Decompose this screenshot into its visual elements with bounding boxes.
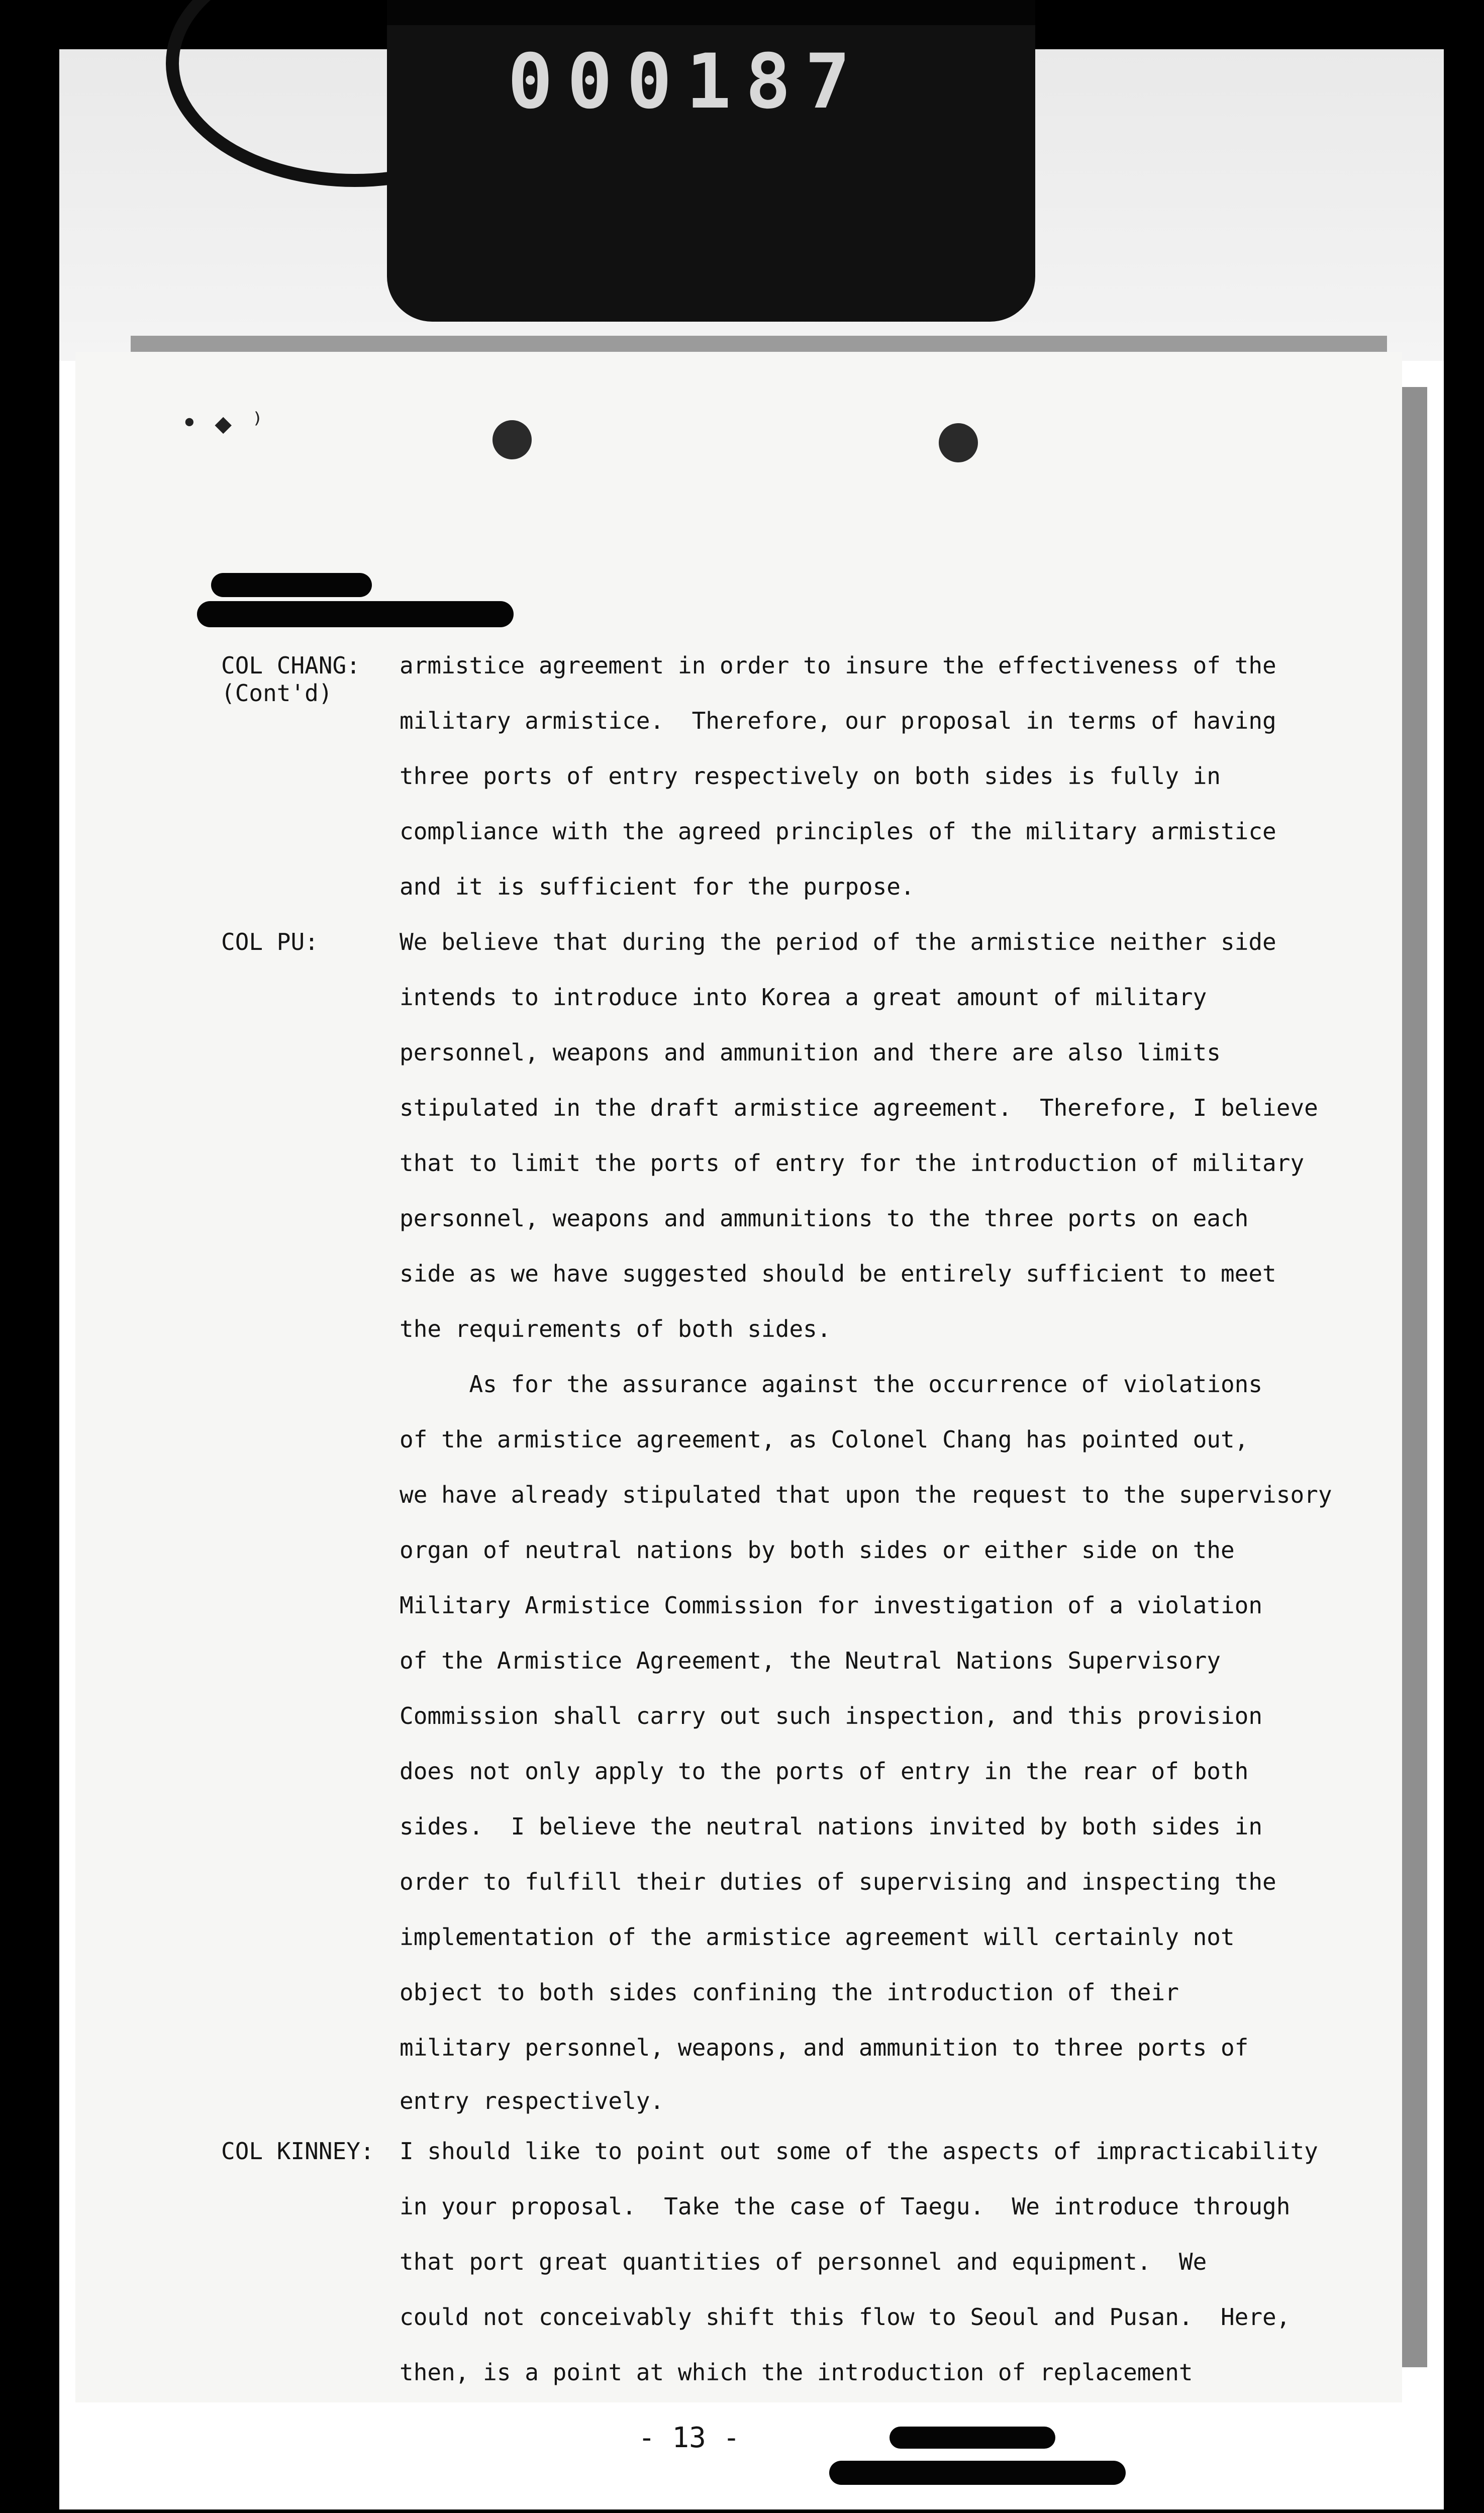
frame-counter-digits: 000187 (508, 38, 864, 126)
text-line: object to both sides confining the introduction of their (400, 1979, 1179, 2006)
page-number: - 13 - (638, 2422, 740, 2454)
text-line: personnel, weapons and ammunition and there are also limits (400, 1039, 1221, 1066)
text-line: I should like to point out some of the aspects of impracticability (400, 2138, 1318, 2165)
text-line: of the armistice agreement, as Colonel Chang has pointed out, (400, 1426, 1249, 1453)
text-line: stipulated in the draft armistice agreement. Therefore, I believe (400, 1094, 1318, 1121)
speaker-contd: (Cont'd) (221, 680, 333, 707)
text-line: entry respectively. (400, 2087, 664, 2114)
text-line: that port great quantities of personnel and equipment. We (400, 2248, 1207, 2275)
text-line: intends to introduce into Korea a great amount of military (400, 984, 1207, 1011)
text-line: We believe that during the period of the armistice neither side (400, 928, 1276, 955)
text-line: the requirements of both sides. (400, 1315, 831, 1342)
text-line: does not only apply to the ports of entry in the rear of both (400, 1758, 1249, 1785)
text-line: military armistice. Therefore, our proposal in terms of having (400, 707, 1276, 734)
text-line: military personnel, weapons, and ammunition to three ports of (400, 2034, 1249, 2061)
text-line: armistice agreement in order to insure the effectiveness of the (400, 652, 1276, 679)
paper-top-edge (131, 336, 1387, 354)
text-line: organ of neutral nations by both sides or either side on the (400, 1536, 1235, 1564)
punch-hole-left (492, 420, 532, 459)
speaker-col-pu: COL PU: (221, 928, 319, 955)
speaker-col-kinney: COL KINNEY: (221, 2138, 374, 2165)
text-line: Military Armistice Commission for investigation of a violation (400, 1592, 1263, 1619)
redaction-bar-bottom-2 (829, 2461, 1126, 2485)
corner-marks: • ◆ ⁾ (181, 407, 266, 440)
text-line: personnel, weapons and ammunitions to the three ports on each (400, 1205, 1249, 1232)
text-line: in your proposal. Take the case of Taegu. We introduce through (400, 2193, 1291, 2220)
text-line: As for the assurance against the occurrence of violations (400, 1371, 1263, 1398)
redaction-bar-top-2 (197, 601, 514, 627)
redaction-bar-top-1 (211, 573, 372, 597)
punch-hole-right (939, 423, 978, 462)
text-line: we have already stipulated that upon the request to the supervisory (400, 1481, 1332, 1508)
redaction-bar-bottom-1 (889, 2427, 1055, 2449)
text-line: could not conceivably shift this flow to Seoul and Pusan. Here, (400, 2303, 1291, 2331)
text-line: sides. I believe the neutral nations invited by both sides in (400, 1813, 1263, 1840)
speaker-col-chang: COL CHANG: (221, 652, 360, 679)
text-line: implementation of the armistice agreement will certainly not (400, 1923, 1235, 1951)
text-line: that to limit the ports of entry for the introduction of military (400, 1149, 1305, 1177)
text-line: order to fulfill their duties of supervising and inspecting the (400, 1868, 1276, 1895)
text-line: compliance with the agreed principles of the military armistice (400, 818, 1276, 845)
text-line: three ports of entry respectively on both sides is fully in (400, 762, 1221, 790)
text-line: then, is a point at which the introduction of replacement (400, 2359, 1193, 2386)
text-line: of the Armistice Agreement, the Neutral Nations Supervisory (400, 1647, 1221, 1674)
text-line: and it is sufficient for the purpose. (400, 873, 915, 900)
text-line: side as we have suggested should be entirely sufficient to meet (400, 1260, 1276, 1287)
text-line: Commission shall carry out such inspection, and this provision (400, 1702, 1263, 1729)
